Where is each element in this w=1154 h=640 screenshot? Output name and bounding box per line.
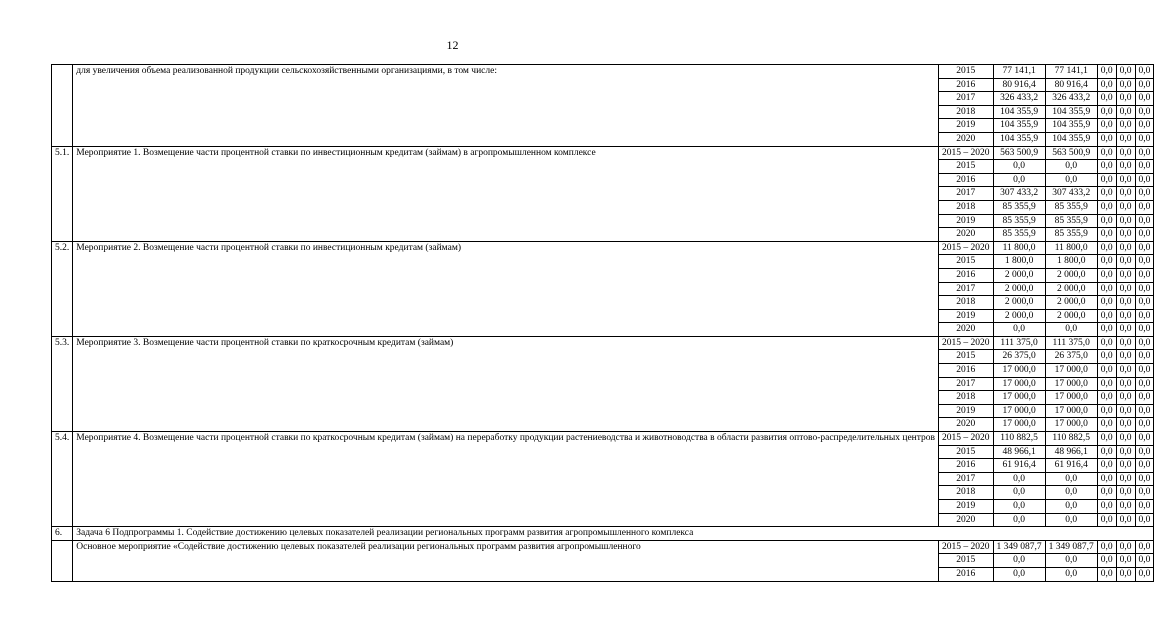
amount-cell: 85 355,9 (993, 214, 1045, 228)
year-cell: 2018 (939, 105, 994, 119)
amount-cell: 104 355,9 (1045, 119, 1097, 133)
amount-cell: 0,0 (1135, 282, 1154, 296)
amount-cell: 0,0 (993, 500, 1045, 514)
item-description: Мероприятие 2. Возмещение части процентной ставки по инвестиционным кредитам (займам) (73, 241, 939, 336)
amount-cell: 104 355,9 (1045, 132, 1097, 146)
amount-cell: 0,0 (1135, 486, 1154, 500)
year-cell: 2019 (939, 119, 994, 133)
amount-cell: 2 000,0 (1045, 296, 1097, 310)
amount-cell: 110 882,5 (1045, 432, 1097, 446)
amount-cell: 0,0 (1097, 241, 1116, 255)
amount-cell: 0,0 (1116, 350, 1135, 364)
amount-cell: 563 500,9 (1045, 146, 1097, 160)
year-cell: 2020 (939, 323, 994, 337)
amount-cell: 0,0 (1097, 445, 1116, 459)
year-cell: 2016 (939, 459, 994, 473)
amount-cell: 326 433,2 (993, 92, 1045, 106)
amount-cell: 80 916,4 (993, 78, 1045, 92)
table-row (52, 146, 1154, 160)
amount-cell: 0,0 (1116, 567, 1135, 581)
year-cell: 2016 (939, 364, 994, 378)
amount-cell: 85 355,9 (993, 200, 1045, 214)
amount-cell: 0,0 (1135, 554, 1154, 568)
year-cell: 2018 (939, 486, 994, 500)
year-cell: 2019 (939, 309, 994, 323)
amount-cell: 0,0 (1116, 255, 1135, 269)
amount-cell: 0,0 (1116, 513, 1135, 527)
year-cell: 2015 – 2020 (939, 146, 994, 160)
amount-cell: 0,0 (1135, 200, 1154, 214)
amount-cell: 0,0 (1097, 391, 1116, 405)
amount-cell: 0,0 (1045, 472, 1097, 486)
amount-cell: 0,0 (1045, 160, 1097, 174)
year-cell: 2017 (939, 472, 994, 486)
year-cell: 2016 (939, 567, 994, 581)
year-cell: 2020 (939, 418, 994, 432)
amount-cell: 0,0 (1045, 486, 1097, 500)
amount-cell: 85 355,9 (1045, 200, 1097, 214)
amount-cell: 0,0 (1116, 309, 1135, 323)
amount-cell: 0,0 (1116, 391, 1135, 405)
amount-cell: 0,0 (1097, 187, 1116, 201)
year-cell: 2020 (939, 228, 994, 242)
amount-cell: 0,0 (1097, 132, 1116, 146)
amount-cell: 17 000,0 (993, 404, 1045, 418)
amount-cell: 0,0 (1116, 187, 1135, 201)
amount-cell: 0,0 (1135, 500, 1154, 514)
amount-cell: 0,0 (1045, 173, 1097, 187)
item-number: 5.2. (52, 241, 73, 336)
year-cell: 2015 (939, 445, 994, 459)
amount-cell: 0,0 (1135, 513, 1154, 527)
amount-cell: 104 355,9 (993, 105, 1045, 119)
amount-cell: 0,0 (1097, 228, 1116, 242)
amount-cell: 0,0 (1045, 567, 1097, 581)
amount-cell: 104 355,9 (1045, 105, 1097, 119)
amount-cell: 0,0 (1116, 132, 1135, 146)
amount-cell: 0,0 (1135, 323, 1154, 337)
amount-cell: 0,0 (1116, 200, 1135, 214)
amount-cell: 0,0 (1135, 391, 1154, 405)
amount-cell: 111 375,0 (993, 336, 1045, 350)
amount-cell: 61 916,4 (993, 459, 1045, 473)
amount-cell: 0,0 (1116, 146, 1135, 160)
table-row (52, 65, 1154, 79)
amount-cell: 48 966,1 (1045, 445, 1097, 459)
amount-cell: 0,0 (1135, 432, 1154, 446)
item-number: 5.1. (52, 146, 73, 241)
item-number (52, 65, 73, 147)
item-number: 5.3. (52, 336, 73, 431)
amount-cell: 0,0 (1135, 78, 1154, 92)
amount-cell: 0,0 (1135, 119, 1154, 133)
table-row (52, 540, 1154, 554)
amount-cell: 0,0 (1045, 500, 1097, 514)
amount-cell: 17 000,0 (1045, 377, 1097, 391)
amount-cell: 0,0 (1116, 459, 1135, 473)
amount-cell: 0,0 (1097, 486, 1116, 500)
amount-cell: 111 375,0 (1045, 336, 1097, 350)
amount-cell: 0,0 (1135, 418, 1154, 432)
amount-cell: 0,0 (1097, 472, 1116, 486)
amount-cell: 110 882,5 (993, 432, 1045, 446)
year-cell: 2017 (939, 92, 994, 106)
amount-cell: 0,0 (993, 567, 1045, 581)
amount-cell: 26 375,0 (1045, 350, 1097, 364)
amount-cell: 0,0 (1116, 268, 1135, 282)
amount-cell: 0,0 (1097, 404, 1116, 418)
amount-cell: 0,0 (1135, 567, 1154, 581)
amount-cell: 0,0 (1097, 364, 1116, 378)
amount-cell: 0,0 (1097, 78, 1116, 92)
amount-cell: 0,0 (1116, 78, 1135, 92)
amount-cell: 0,0 (1135, 336, 1154, 350)
amount-cell: 11 800,0 (1045, 241, 1097, 255)
amount-cell: 85 355,9 (1045, 228, 1097, 242)
amount-cell: 61 916,4 (1045, 459, 1097, 473)
amount-cell: 0,0 (1135, 255, 1154, 269)
amount-cell: 0,0 (1116, 486, 1135, 500)
amount-cell: 2 000,0 (1045, 282, 1097, 296)
amount-cell: 85 355,9 (993, 228, 1045, 242)
amount-cell: 0,0 (1116, 404, 1135, 418)
amount-cell: 2 000,0 (993, 296, 1045, 310)
amount-cell: 11 800,0 (993, 241, 1045, 255)
amount-cell: 0,0 (1097, 309, 1116, 323)
amount-cell: 17 000,0 (1045, 404, 1097, 418)
amount-cell: 0,0 (1116, 214, 1135, 228)
amount-cell: 17 000,0 (1045, 418, 1097, 432)
amount-cell: 0,0 (1116, 119, 1135, 133)
amount-cell: 17 000,0 (993, 364, 1045, 378)
amount-cell: 0,0 (993, 554, 1045, 568)
amount-cell: 0,0 (1135, 540, 1154, 554)
amount-cell: 0,0 (1135, 132, 1154, 146)
amount-cell: 1 349 087,7 (993, 540, 1045, 554)
table-body (52, 65, 1154, 582)
year-cell: 2015 (939, 255, 994, 269)
amount-cell: 0,0 (1097, 214, 1116, 228)
amount-cell: 0,0 (1135, 92, 1154, 106)
amount-cell: 0,0 (1097, 567, 1116, 581)
amount-cell: 563 500,9 (993, 146, 1045, 160)
amount-cell: 2 000,0 (993, 309, 1045, 323)
amount-cell: 0,0 (1097, 377, 1116, 391)
amount-cell: 0,0 (1045, 323, 1097, 337)
amount-cell: 0,0 (1135, 472, 1154, 486)
amount-cell: 0,0 (1135, 187, 1154, 201)
amount-cell: 307 433,2 (1045, 187, 1097, 201)
amount-cell: 77 141,1 (1045, 65, 1097, 79)
item-number: 5.4. (52, 432, 73, 527)
year-cell: 2016 (939, 173, 994, 187)
year-cell: 2017 (939, 377, 994, 391)
year-cell: 2020 (939, 513, 994, 527)
amount-cell: 0,0 (1135, 445, 1154, 459)
amount-cell: 17 000,0 (1045, 391, 1097, 405)
amount-cell: 0,0 (993, 486, 1045, 500)
amount-cell: 0,0 (1116, 241, 1135, 255)
amount-cell: 0,0 (993, 323, 1045, 337)
amount-cell: 0,0 (1116, 160, 1135, 174)
year-cell: 2015 – 2020 (939, 432, 994, 446)
amount-cell: 2 000,0 (1045, 268, 1097, 282)
amount-cell: 104 355,9 (993, 132, 1045, 146)
amount-cell: 0,0 (1045, 513, 1097, 527)
amount-cell: 0,0 (1097, 513, 1116, 527)
amount-cell: 0,0 (1116, 92, 1135, 106)
year-cell: 2017 (939, 282, 994, 296)
amount-cell: 0,0 (1135, 309, 1154, 323)
amount-cell: 0,0 (1116, 173, 1135, 187)
year-cell: 2015 (939, 350, 994, 364)
amount-cell: 0,0 (1116, 432, 1135, 446)
amount-cell: 0,0 (993, 173, 1045, 187)
amount-cell: 0,0 (1097, 146, 1116, 160)
year-cell: 2015 (939, 554, 994, 568)
amount-cell: 0,0 (1116, 296, 1135, 310)
amount-cell: 0,0 (1116, 554, 1135, 568)
amount-cell: 0,0 (1135, 404, 1154, 418)
amount-cell: 0,0 (1135, 268, 1154, 282)
amount-cell: 17 000,0 (993, 418, 1045, 432)
budget-table (51, 64, 1154, 582)
year-cell: 2018 (939, 200, 994, 214)
amount-cell: 0,0 (1097, 296, 1116, 310)
amount-cell: 0,0 (1097, 540, 1116, 554)
table-row (52, 336, 1154, 350)
amount-cell: 1 800,0 (1045, 255, 1097, 269)
year-cell: 2017 (939, 187, 994, 201)
amount-cell: 0,0 (1116, 445, 1135, 459)
item-description: Мероприятие 4. Возмещение части процентной ставки по краткосрочным кредитам (займам) на переработку продукции растениеводства и животноводства в области развития оптово-распределительных центров (73, 432, 939, 527)
year-cell: 2015 – 2020 (939, 540, 994, 554)
amount-cell: 2 000,0 (993, 282, 1045, 296)
amount-cell: 0,0 (1135, 105, 1154, 119)
amount-cell: 0,0 (1097, 418, 1116, 432)
amount-cell: 0,0 (1097, 65, 1116, 79)
year-cell: 2020 (939, 132, 994, 146)
page-number: 12 (446, 38, 459, 52)
year-cell: 2015 (939, 160, 994, 174)
amount-cell: 26 375,0 (993, 350, 1045, 364)
amount-cell: 17 000,0 (1045, 364, 1097, 378)
amount-cell: 0,0 (1116, 472, 1135, 486)
amount-cell: 0,0 (1116, 323, 1135, 337)
amount-cell: 0,0 (1097, 350, 1116, 364)
amount-cell: 2 000,0 (993, 268, 1045, 282)
amount-cell: 0,0 (1097, 160, 1116, 174)
amount-cell: 0,0 (1097, 323, 1116, 337)
year-cell: 2015 – 2020 (939, 241, 994, 255)
amount-cell: 0,0 (1135, 65, 1154, 79)
table-row (52, 432, 1154, 446)
amount-cell: 0,0 (1097, 500, 1116, 514)
amount-cell: 104 355,9 (993, 119, 1045, 133)
amount-cell: 0,0 (1135, 296, 1154, 310)
amount-cell: 0,0 (1097, 432, 1116, 446)
amount-cell: 0,0 (1116, 336, 1135, 350)
amount-cell: 326 433,2 (1045, 92, 1097, 106)
amount-cell: 0,0 (1116, 540, 1135, 554)
item-description: для увеличения объема реализованной продукции сельскохозяйственными организациями, в том числе: (73, 65, 939, 147)
year-cell: 2016 (939, 268, 994, 282)
amount-cell: 48 966,1 (993, 445, 1045, 459)
amount-cell: 0,0 (993, 160, 1045, 174)
amount-cell: 0,0 (1135, 228, 1154, 242)
year-cell: 2016 (939, 78, 994, 92)
task-number: 6. (52, 527, 73, 541)
task-title: Задача 6 Подпрограммы 1. Содействие достижению целевых показателей реализации региональных программ развития агропромышленного комплекса (73, 527, 1154, 541)
item-description: Мероприятие 1. Возмещение части процентной ставки по инвестиционным кредитам (займам) в агропромышленном комплексе (73, 146, 939, 241)
item-description: Мероприятие 3. Возмещение части процентной ставки по краткосрочным кредитам (займам) (73, 336, 939, 431)
amount-cell: 0,0 (1116, 500, 1135, 514)
amount-cell: 0,0 (993, 513, 1045, 527)
year-cell: 2015 (939, 65, 994, 79)
year-cell: 2019 (939, 500, 994, 514)
amount-cell: 2 000,0 (1045, 309, 1097, 323)
amount-cell: 0,0 (1097, 255, 1116, 269)
amount-cell: 0,0 (1097, 268, 1116, 282)
year-cell: 2019 (939, 404, 994, 418)
amount-cell: 0,0 (1135, 350, 1154, 364)
amount-cell: 0,0 (1097, 105, 1116, 119)
amount-cell: 0,0 (1135, 459, 1154, 473)
amount-cell: 0,0 (1045, 554, 1097, 568)
amount-cell: 17 000,0 (993, 377, 1045, 391)
amount-cell: 0,0 (1116, 65, 1135, 79)
amount-cell: 0,0 (1116, 228, 1135, 242)
amount-cell: 0,0 (1135, 377, 1154, 391)
amount-cell: 0,0 (1135, 364, 1154, 378)
amount-cell: 0,0 (1097, 173, 1116, 187)
amount-cell: 0,0 (1097, 200, 1116, 214)
amount-cell: 0,0 (1116, 364, 1135, 378)
amount-cell: 0,0 (1097, 554, 1116, 568)
amount-cell: 1 349 087,7 (1045, 540, 1097, 554)
amount-cell: 0,0 (1097, 459, 1116, 473)
amount-cell: 0,0 (1135, 173, 1154, 187)
amount-cell: 80 916,4 (1045, 78, 1097, 92)
amount-cell: 0,0 (1135, 146, 1154, 160)
amount-cell: 85 355,9 (1045, 214, 1097, 228)
amount-cell: 17 000,0 (993, 391, 1045, 405)
amount-cell: 77 141,1 (993, 65, 1045, 79)
amount-cell: 307 433,2 (993, 187, 1045, 201)
year-cell: 2019 (939, 214, 994, 228)
amount-cell: 0,0 (1097, 282, 1116, 296)
amount-cell: 0,0 (1116, 105, 1135, 119)
year-cell: 2015 – 2020 (939, 336, 994, 350)
amount-cell: 0,0 (1116, 282, 1135, 296)
amount-cell: 0,0 (1116, 377, 1135, 391)
amount-cell: 0,0 (1135, 214, 1154, 228)
amount-cell: 0,0 (1097, 336, 1116, 350)
amount-cell: 0,0 (1097, 119, 1116, 133)
amount-cell: 0,0 (993, 472, 1045, 486)
item-description: Основное мероприятие «Содействие достижению целевых показателей реализации региональных программ развития агропромышленного (73, 540, 939, 581)
year-cell: 2018 (939, 296, 994, 310)
item-number (52, 540, 73, 581)
amount-cell: 0,0 (1135, 241, 1154, 255)
year-cell: 2018 (939, 391, 994, 405)
amount-cell: 0,0 (1097, 92, 1116, 106)
task-row (52, 527, 1154, 541)
table-row (52, 241, 1154, 255)
amount-cell: 0,0 (1135, 160, 1154, 174)
amount-cell: 0,0 (1116, 418, 1135, 432)
amount-cell: 1 800,0 (993, 255, 1045, 269)
